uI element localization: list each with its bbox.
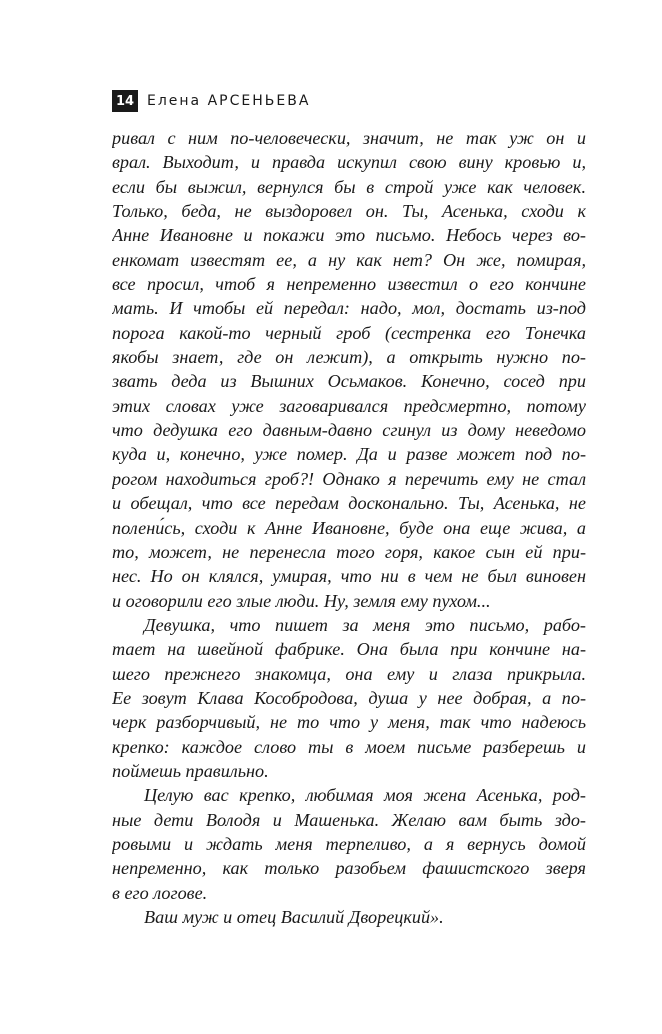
text-line: и оговорили его злые люди. Ну, земля ему пухом... — [112, 590, 491, 611]
text-line: ные дети Володя и Машенька. Желаю вам быть здо- — [112, 809, 586, 830]
text-line: якобы знает, где он лежит), а открыть нужно по- — [112, 347, 586, 368]
text-line: ровыми и ждать меня терпеливо, а я вернусь домой — [112, 833, 586, 854]
text-line: поймешь правильно. — [112, 760, 269, 781]
text-line: Ваш муж и отец Василий Дворецкий». — [144, 907, 444, 927]
body-text — [112, 126, 586, 929]
text-line: куда и, конечно, уже помер. Да и разве может под по- — [112, 444, 586, 465]
text-line: тает на швейной фабрике. Она была при кончине на- — [112, 639, 586, 660]
text-line: ривал с ним по-человечески, значит, не так уж он и — [112, 128, 586, 148]
text-line: что дедушка его давным-давно сгинул из дому неведомо — [112, 420, 586, 441]
text-line: черк разборчивый, не то что у меня, так что надеюсь — [112, 712, 586, 733]
text-line: этих словах уже заговаривался предсмертно, потому — [112, 395, 586, 416]
text-line: звать деда из Вышних Осьмаков. Конечно, сосед при — [112, 371, 586, 392]
page-header — [112, 90, 310, 112]
text-line: полени́сь, сходи к Анне Ивановне, буде она еще жива, а — [112, 517, 586, 538]
text-line: Анне Ивановне и покажи это письмо. Небось через во- — [112, 225, 586, 246]
text-line: Девушка, что пишет за меня это письмо, рабо- — [144, 614, 586, 635]
text-line: порога какой-то черный гроб (сестренка его Тонечка — [112, 322, 586, 343]
text-line: все просил, чтоб я непременно известил о его кончине — [112, 274, 586, 295]
text-line: крепко: каждое слово ты в моем письме разберешь и — [112, 736, 586, 757]
text-line: нес. Но он клялся, умирая, что ни в чем не был виновен — [112, 566, 586, 587]
text-line: то, может, не перенесла того горя, какое сын ей при- — [112, 541, 586, 562]
page-number: 14 — [112, 90, 138, 112]
text-line: и обещал, что все передам досконально. Ты, Асенька, не — [112, 493, 586, 514]
text-line: если бы выжил, вернулся бы в строй уже как человек. — [112, 176, 586, 197]
text-line: шего прежнего знакомца, она ему и глаза прикрыла. — [112, 663, 586, 684]
text-line: рогом находиться гроб?! Однако я перечить ему не стал — [112, 468, 586, 489]
text-line: мать. И чтобы ей передал: надо, мол, достать из-под — [112, 298, 586, 319]
text-line: врал. Выходит, и правда искупил свою вину кровью и, — [112, 152, 586, 173]
text-line: енкомат известят ее, а ну как нет? Он же, помирая, — [112, 249, 586, 270]
text-line: Ее зовут Клава Кособродова, душа у нее добрая, а по- — [112, 687, 586, 708]
running-head: Елена АРСЕНЬЕВА — [147, 93, 311, 109]
text-line: в его логове. — [112, 882, 208, 903]
text-line: Только, беда, не выздоровел он. Ты, Асенька, сходи к — [112, 201, 586, 222]
text-line: непременно, как только разобьем фашистского зверя — [112, 858, 586, 879]
text-line: Целую вас крепко, любимая моя жена Асенька, род- — [144, 785, 586, 806]
